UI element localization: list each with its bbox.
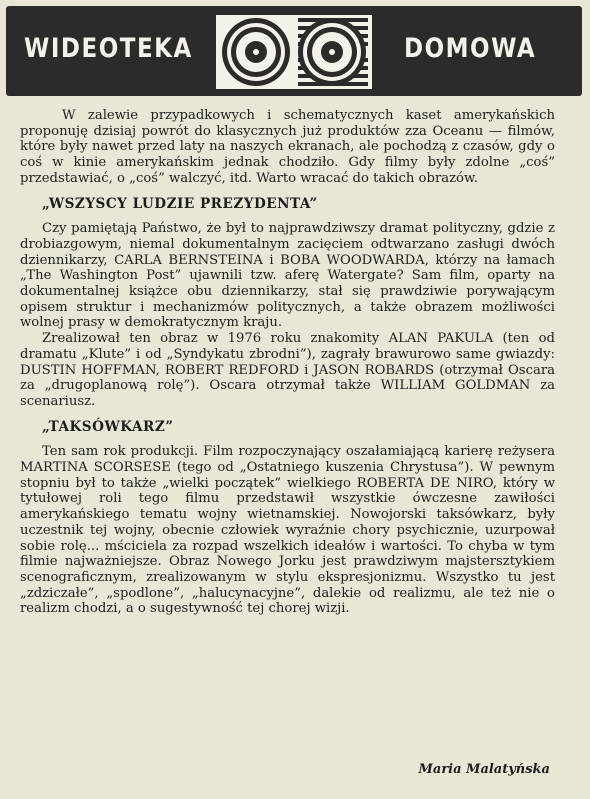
section2-paragraph-1: Ten sam rok produkcji. Film rozpoczynający oszałamiającą karierę reżysera MARTINA SCORSESE (tego od „Ostatniego kuszenia Chrystusa”). W pewnym stopniu był to także „wielki początek” wielkiego ROBERTA DE NIRO, który w tytułowej roli tego filmu przedstawił wszystkie ówczesne zawiłości amerykańskiego tematu wojny wietnamskiej. Nowojorski taksówkarz, były uczestnik tej wojny, obecnie człowiek wyraźnie chory psychicznie, uzurpował sobie rolę... mściciela za rozpad wszelkich ideałów i wartości. To chyba w tym filmie najważniejsze. Obraz Nowego Jorku jest prawdziwym majstersztykiem scenograficznym, zrealizowanym w stylu ekspresjonizmu. Wszystko tu jest „zdziczałe”, „spodlone”, „halucynacyjne”, dalekie od realizmu, ale też nie o realizm chodzi, a o sugestywność tej chorej wizji. <box>20 444 555 617</box>
section-title-all-the-presidents-men: „WSZYSCY LUDZIE PREZYDENTA” <box>42 195 318 212</box>
intro-paragraph: W zalewie przypadkowych i schematycznych kaset amerykańskich proponuję dzisiaj powrót do klasycznych już produktów zza Oceanu — filmów, które były nawet przed laty na naszych ekranach, ale pochodzą z czasów, gdy o coś w kinie amerykańskim jednak chodziło. Gdy filmy były zdolne „coś” przedstawiać, o „coś” walczyć, itd. Warto wracać do takich obrazów. <box>20 108 555 186</box>
section1-paragraph-2: Zrealizował ten obraz w 1976 roku znakomity ALAN PAKULA (ten od dramatu „Klute” i od „Syndykatu zbrodni”), zagrały brawurowo same gwiazdy: DUSTIN HOFFMAN, ROBERT REDFORD i JASON ROBARDS (otrzymał Oscara za „drugoplanową rolę”). Oscara otrzymał także WILLIAM GOLDMAN za scenariusz. <box>20 331 555 409</box>
header-word-right: DOMOWA <box>404 34 537 64</box>
article-body <box>20 108 555 617</box>
section1-paragraph-1: Czy pamiętają Państwo, że był to najprawdziwszy dramat polityczny, gdzie z drobiazgowym, niemal dokumentalnym zacięciem odtwarzano zasługi dwóch dziennikarzy, CARLA BERNSTEINA i BOBA WOODWARDA, którzy na łamach „The Washington Post” ujawnili tzw. aferę Watergate? Sam film, oparty na dokumentalnej książce obu dziennikarzy, stał się prawdziwie porywającym opisem struktur i mechanizmów politycznych, a także obrazem możliwości wolnej prasy w demokratycznym kraju. <box>20 221 555 331</box>
section-title-taxi-driver: „TAKSÓWKARZ” <box>42 418 174 435</box>
author-byline: Maria Malatyńska <box>418 762 550 777</box>
header-word-left: WIDEOTEKA <box>24 34 193 64</box>
column-header <box>6 6 582 96</box>
video-cassette-reels-icon <box>214 12 374 92</box>
